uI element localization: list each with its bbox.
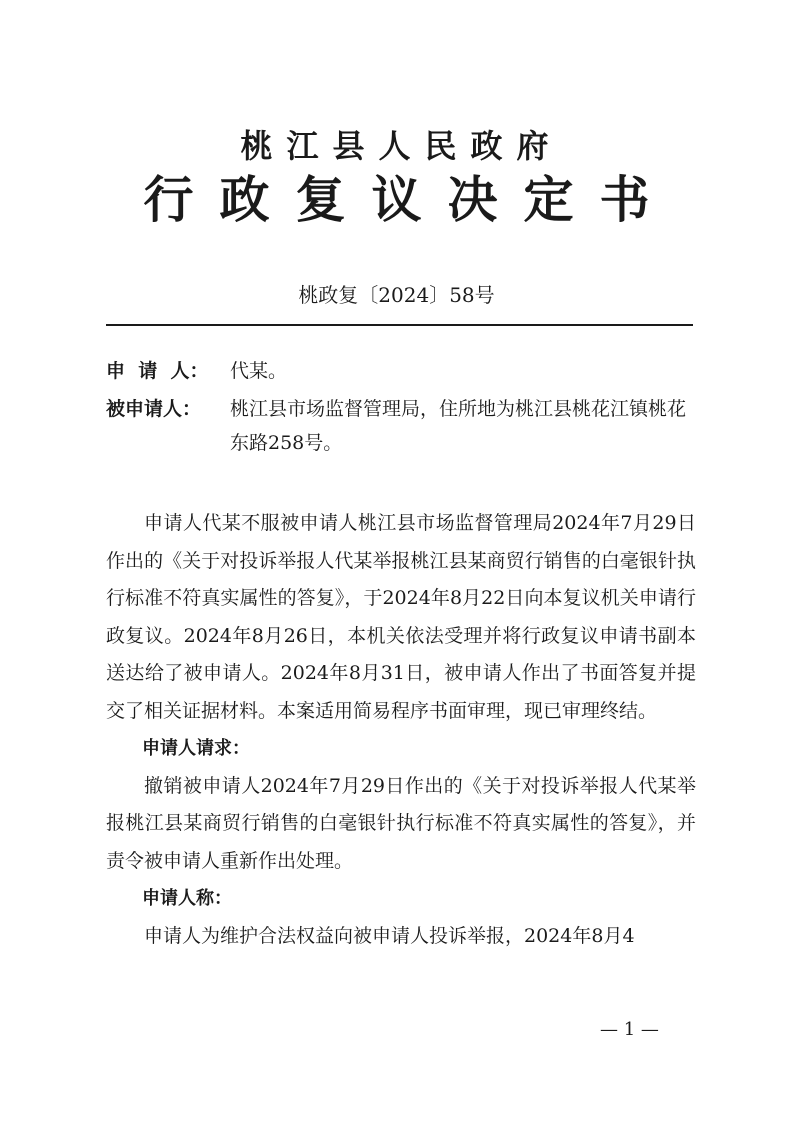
document-number: 桃政复〔2024〕58号 [298,283,495,307]
claim-paragraph: 申请人为维护合法权益向被申请人投诉举报，2024年8月4 [144,924,635,947]
document-type-title: 行政复议决定书 [143,171,676,229]
page-number: — 1 — [600,1019,659,1040]
decision-body [106,505,696,955]
respondent-value: 桃江县市场监督管理局，住所地为桃江县桃花江镇桃花东路258号。 [230,398,687,454]
claim-heading: 申请人称： [142,888,232,909]
respondent-row [106,392,706,460]
issuer-title: 桃江县人民政府 [240,127,563,165]
applicant-row [106,354,706,388]
applicant-value: 代某。 [230,360,288,382]
request-heading: 申请人请求： [142,738,250,759]
header-divider [106,324,693,326]
request-paragraph: 撤销被申请人2024年7月29日作出的《关于对投诉举报人代某举报桃江县某商贸行销售的白毫银针执行标准不符真实属性的答复》，并责令被申请人重新作出处理。 [106,774,696,872]
applicant-label: 申 请 人： [106,360,209,382]
respondent-label: 被申请人： [106,398,202,420]
intro-paragraph: 申请人代某不服被申请人桃江县市场监督管理局2024年7月29日作出的《关于对投诉举报人代某举报桃江县某商贸行销售的白毫银针执行标准不符真实属性的答复》，于2024年8月22日向本复议机关申请行政复议。2024年8月26日，本机关依法受理并将行政复议申请书副本送达给了被申请人。2024年8月31日，被申请人作出了书面答复并提交了相关证据材料。本案适用简易程序书面审理，现已审理终结。 [106,512,696,722]
